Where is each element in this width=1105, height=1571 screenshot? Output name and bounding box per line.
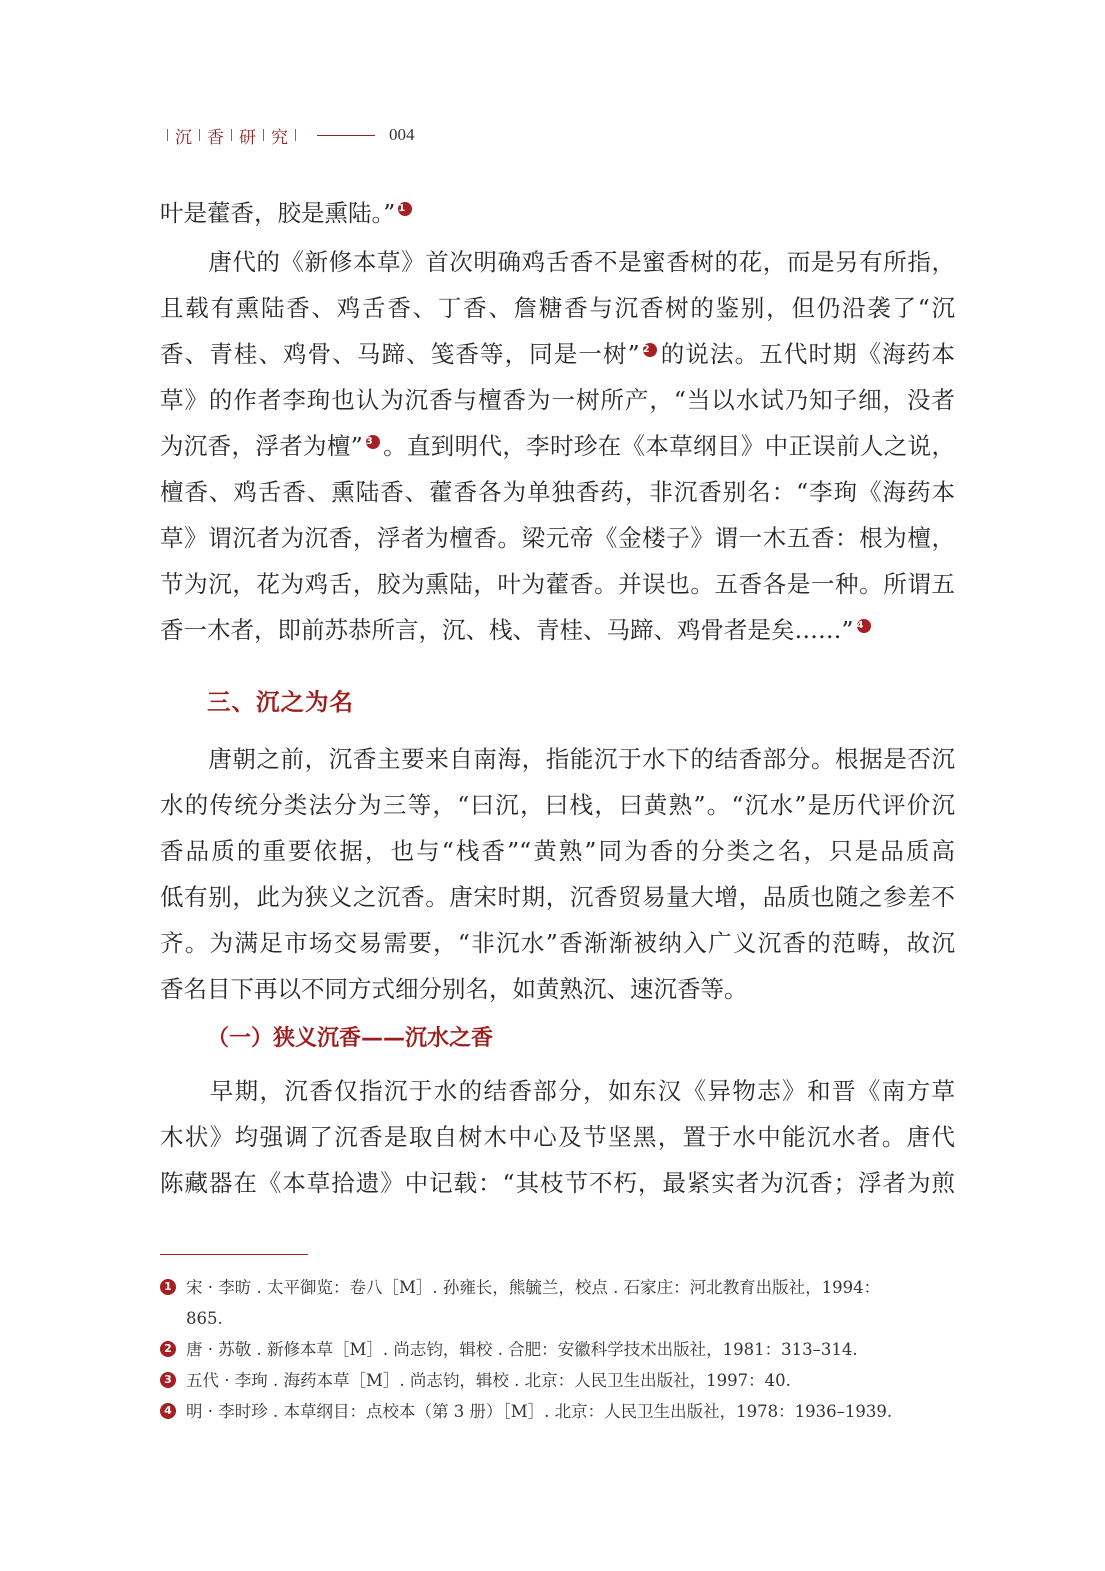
footnote-marker[interactable]: 3 — [366, 435, 380, 449]
footnote-line: 865. — [186, 1309, 223, 1328]
footnote — [160, 1334, 960, 1365]
text-line: 陈藏器在《本草拾遗》中记载：“其枝节不朽，最紧实者为沉香；浮者为煎 — [160, 1169, 955, 1197]
running-head-char: 香 — [207, 127, 224, 148]
text-line: 且载有熏陆香、鸡舌香、丁香、詹糖香与沉香树的鉴别，但仍沿袭了“沉 — [160, 294, 955, 322]
text-line: 节为沉，花为鸡舌，胶为熏陆，叶为藿香。并误也。五香各是一种。所谓五 — [160, 570, 955, 598]
text-line: 香名目下再以不同方式细分别名，如黄熟沉、速沉香等。 — [160, 975, 748, 1003]
text-run: 。直到明代，李时珍在《本草纲目》中正误前人之说， — [382, 432, 956, 460]
footnote-text — [186, 1272, 960, 1334]
footnote-marker[interactable]: 2 — [643, 343, 657, 357]
text-run: 香、青桂、鸡骨、马蹄、笺香等，同是一树” — [160, 340, 640, 368]
text-run: 为沉香，浮者为檀” — [160, 432, 363, 460]
footnote — [160, 1365, 960, 1396]
footnote-marker[interactable]: 1 — [398, 202, 412, 216]
text-run: 的说法。五代时期《海药本 — [659, 340, 956, 368]
text-run: 叶是藿香，胶是熏陆。” — [160, 199, 396, 227]
text-line: 齐。为满足市场交易需要，“非沉水”香渐渐被纳入广义沉香的范畴，故沉 — [160, 929, 955, 957]
text-line — [160, 607, 955, 653]
text-line: 唐朝之前，沉香主要来自南海，指能沉于水下的结香部分。根据是否沉 — [160, 745, 955, 773]
page-number: 004 — [389, 125, 415, 144]
footnote — [160, 1396, 960, 1427]
running-head-char: 沉 — [175, 127, 192, 148]
footnote-number: 3 — [160, 1372, 176, 1388]
running-head — [160, 123, 415, 147]
text-line: 檀香、鸡舌香、熏陆香、藿香各为单独香药，非沉香别名：“李珣《海药本 — [160, 478, 955, 506]
text-line: 早期，沉香仅指沉于水的结香部分，如东汉《异物志》和晋《南方草 — [160, 1077, 955, 1105]
divider — [231, 129, 232, 141]
footnote-number: 1 — [160, 1279, 176, 1295]
paragraph-continuation — [160, 190, 955, 236]
paragraph — [160, 1068, 955, 1206]
divider — [167, 129, 168, 141]
footnote-marker[interactable]: 4 — [857, 619, 871, 633]
text-line: 草》谓沉者为沉香，浮者为檀香。梁元帝《金楼子》谓一木五香：根为檀， — [160, 524, 955, 552]
text-line — [160, 190, 955, 236]
text-line: 低有别，此为狭义之沉香。唐宋时期，沉香贸易量大增，品质也随之参差不 — [160, 883, 955, 911]
footnote-number: 2 — [160, 1341, 176, 1357]
divider — [263, 129, 264, 141]
text-line: 草》的作者李珣也认为沉香与檀香为一树所产，“当以水试乃知子细，没者 — [160, 386, 955, 414]
text-run: 香一木者，即前苏恭所言，沉、栈、青桂、马蹄、鸡骨者是矣……” — [160, 616, 854, 644]
footnotes — [160, 1272, 960, 1427]
footnote-text: 唐 · 苏敬 . 新修本草［M］. 尚志钧，辑校 . 合肥：安徽科学技术出版社，1981：313–314. — [186, 1340, 858, 1359]
divider — [199, 129, 200, 141]
text-line: 香品质的重要依据，也与“栈香”“黄熟”同为香的分类之名，只是品质高 — [160, 837, 955, 865]
paragraph — [160, 239, 955, 653]
running-head-rule — [317, 135, 375, 136]
text-line — [160, 331, 955, 377]
footnote-text: 明 · 李时珍 . 本草纲目：点校本（第 3 册）［M］. 北京：人民卫生出版社，1978：1936–1939. — [186, 1402, 893, 1421]
footnote-line: 宋 · 李昉 . 太平御览：卷八［M］. 孙雍长，熊毓兰，校点 . 石家庄：河北教育出版社，1994： — [186, 1278, 881, 1297]
paragraph — [160, 736, 955, 1012]
text-line: 木状》均强调了沉香是取自树木中心及节坚黑，置于水中能沉水者。唐代 — [160, 1123, 955, 1151]
footnote — [160, 1272, 960, 1334]
section-heading: 三、沉之为名 — [207, 688, 354, 716]
footnote-number: 4 — [160, 1403, 176, 1419]
subsection-heading: （一）狭义沉香——沉水之香 — [207, 1026, 494, 1051]
running-head-char: 研 — [239, 127, 256, 148]
running-head-char: 究 — [271, 127, 288, 148]
footnote-divider — [160, 1254, 308, 1255]
text-line — [160, 423, 955, 469]
footnote-text: 五代 · 李珣 . 海药本草［M］. 尚志钧，辑校 . 北京：人民卫生出版社，1997：40. — [186, 1371, 791, 1390]
text-line: 水的传统分类法分为三等，“曰沉，曰栈，曰黄熟”。“沉水”是历代评价沉 — [160, 791, 955, 819]
text-line: 唐代的《新修本草》首次明确鸡舌香不是蜜香树的花，而是另有所指， — [160, 248, 955, 276]
divider — [295, 129, 296, 141]
